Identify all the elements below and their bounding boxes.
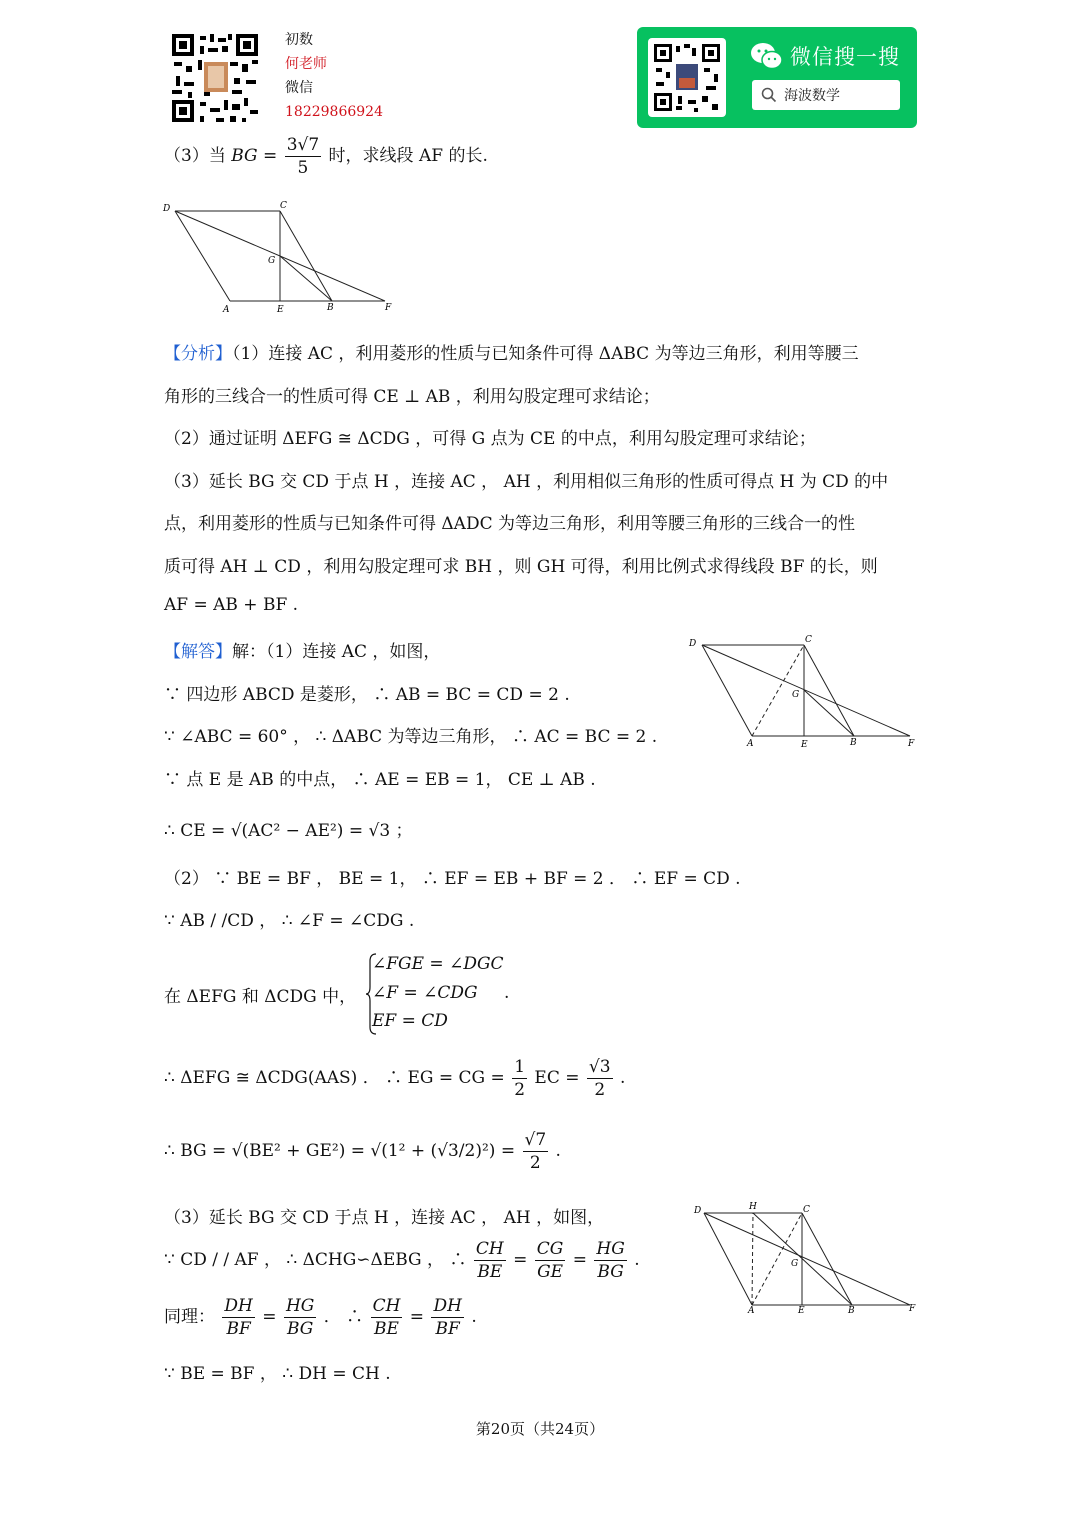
solution-line-9: ∴ ΔEFG ≅ ΔCDG(AAS) ． ∴ EG = CG = $\frac{1}{2}$ EC = $\frac{√3}{2}$ . <box>164 1057 626 1100</box>
analysis-line-1: 【分析】（1）连接 AC ，利用菱形的性质与已知条件可得 ΔABC 为等边三角形，利用等腰三 <box>164 344 859 364</box>
solution-line-7: ∵ AB / /CD ， ∴ ∠F = ∠CDG . <box>164 911 415 931</box>
analysis-tag: 【分析】 <box>164 344 232 364</box>
fig1-label-g: G <box>268 256 276 266</box>
system-period: . <box>504 983 510 1003</box>
analysis-line-5: 点，利用菱形的性质与已知条件可得 ΔADC 为等边三角形，利用等腰三角形的三线合一的性 <box>164 514 855 534</box>
solution-line-8: 在 ΔEFG 和 ΔCDG 中， <box>164 987 357 1007</box>
fig3-label-c: C <box>803 1205 810 1215</box>
wechat-qr-code <box>648 38 726 117</box>
q3-prefix: （3）当 <box>164 146 232 166</box>
fig3-label-e: E <box>798 1306 805 1316</box>
q3-numerator: 3√7 <box>286 135 320 155</box>
wechat-label: 微信 <box>285 80 313 96</box>
system-eq-3: EF = CD <box>372 1011 448 1031</box>
fig1-label-c: C <box>280 201 287 211</box>
qr-code <box>170 32 260 124</box>
fig3-label-b: B <box>848 1306 855 1316</box>
fig2-label-c: C <box>805 635 812 645</box>
figure-rhombus-1 <box>160 198 400 316</box>
solution-tag: 【解答】 <box>164 642 232 662</box>
fig1-label-a: A <box>223 305 230 315</box>
question-3 <box>164 134 488 179</box>
contact-label: 初数 <box>285 32 313 48</box>
solution-line-14: ∵ BE = BF ， ∴ DH = CH . <box>164 1364 391 1384</box>
fig1-label-b: B <box>327 303 334 313</box>
solution-line-11: （3）延长 BG 交 CD 于点 H ，连接 AC ， AH ，如图， <box>164 1208 605 1228</box>
solution-line-5: ∴ CE = √(AC² − AE²) = √3 ； <box>164 821 413 841</box>
wechat-search-banner[interactable] <box>637 27 917 128</box>
fig2-label-f: F <box>908 739 915 749</box>
frac-r3-num: √3 <box>588 1057 611 1077</box>
fig2-label-d: D <box>689 639 697 649</box>
system-eq-2: ∠F = ∠CDG <box>372 983 478 1003</box>
frac-r3-den: 2 <box>594 1080 606 1100</box>
fig3-label-g: G <box>791 1259 799 1269</box>
fig1-label-e: E <box>277 305 284 315</box>
figure-rhombus-3 <box>688 1200 922 1318</box>
wechat-search-box[interactable] <box>752 80 900 110</box>
system-eq-1: ∠FGE = ∠DGC <box>372 954 504 974</box>
solution-line-2: ∵ 四边形 ABCD 是菱形， ∴ AB = BC = CD = 2 . <box>164 685 570 705</box>
q3-suffix: 时，求线段 AF 的长. <box>323 146 488 166</box>
phone-number: 18229866924 <box>285 104 383 120</box>
fig2-label-g: G <box>792 690 800 700</box>
q3-bg: BG <box>231 146 258 166</box>
solution-line-12: ∵ CD / / AF ， ∴ ΔCHG∽ΔEBG ， ∴ $\frac{CH}{BE}$ = $\frac{CG}{GE}$ = $\frac{HG}{BG}$ . <box>164 1239 640 1282</box>
analysis-line-3: （2）通过证明 ΔEFG ≅ ΔCDG ，可得 G 点为 CE 的中点，利用勾股定理可求结论； <box>164 429 816 449</box>
frac-r7-den: 2 <box>529 1153 541 1173</box>
fig2-label-e: E <box>801 740 808 750</box>
fig1-label-f: F <box>385 303 392 313</box>
analysis-line-6: 质可得 AH ⊥ CD ，利用勾股定理可求 BH ，则 GH 可得，利用比例式求得线段 BF 的长，则 <box>164 557 878 577</box>
fig2-label-b: B <box>850 738 857 748</box>
figure-rhombus-2 <box>684 632 924 750</box>
fig2-label-a: A <box>747 739 754 749</box>
wechat-search-text: 海波数学 <box>784 88 840 104</box>
frac-r7-num: √7 <box>524 1130 547 1150</box>
contact-info <box>285 28 383 124</box>
search-icon <box>761 87 777 103</box>
page-number: 第20页（共24页） <box>475 1420 605 1438</box>
teacher-name: 何老师 <box>285 56 327 72</box>
q3-eq: = <box>257 146 283 166</box>
fig3-label-a: A <box>748 1306 755 1316</box>
q3-denominator: 5 <box>297 158 309 178</box>
fig3-label-d: D <box>694 1206 702 1216</box>
solution-line-6: （2） ∵ BE = BF ， BE = 1， ∴ EF = EB + BF = 2 ． ∴ EF = CD . <box>164 869 741 889</box>
solution-line-10: ∴ BG = √(BE² + GE²) = √(1² + (√3/2)²) = $\frac{√7}{2}$ . <box>164 1130 561 1173</box>
wechat-logo-icon <box>750 41 784 71</box>
fig3-label-f: F <box>909 1304 916 1314</box>
frac-half-num: 1 <box>514 1057 526 1077</box>
solution-line-13: 同理： $\frac{DH}{BF}$ = $\frac{HG}{BG}$ ． ∴ $\frac{CH}{BE}$ = $\frac{DH}{BF}$ . <box>164 1296 477 1339</box>
solution-line-3: ∵ ∠ABC = 60° ， ∴ ΔABC 为等边三角形， ∴ AC = BC = 2 . <box>164 727 658 747</box>
fig1-label-d: D <box>163 204 171 214</box>
fig3-label-h: H <box>749 1202 757 1212</box>
solution-line-1: 【解答】解：（1）连接 AC ，如图， <box>164 642 441 662</box>
analysis-line-4: （3）延长 BG 交 CD 于点 H ，连接 AC ， AH ，利用相似三角形的性质可得点 H 为 CD 的中 <box>164 472 889 492</box>
frac-half-den: 2 <box>514 1080 526 1100</box>
analysis-line-7: AF = AB + BF . <box>164 595 299 615</box>
wechat-search-title: 微信搜一搜 <box>790 45 900 69</box>
analysis-line-2: 角形的三线合一的性质可得 CE ⊥ AB ，利用勾股定理可求结论； <box>164 387 660 407</box>
solution-line-4: ∵ 点 E 是 AB 的中点， ∴ AE = EB = 1， CE ⊥ AB . <box>164 770 596 790</box>
